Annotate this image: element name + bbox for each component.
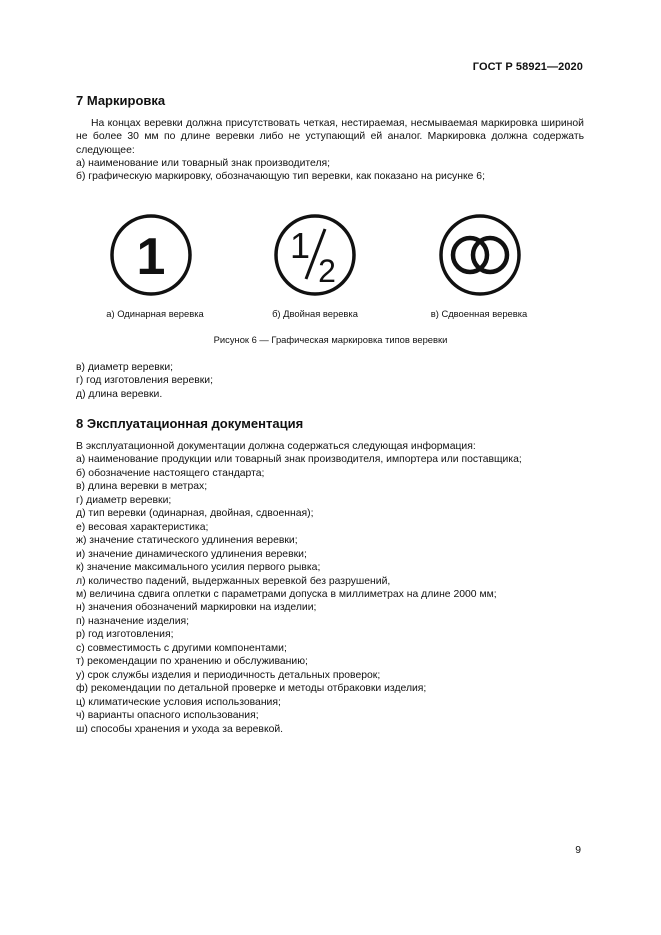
figure-label-b: б) Двойная веревка <box>272 308 358 319</box>
list-item: ж) значение статического удлинения веревки; <box>76 535 298 547</box>
figure-double-rope-symbol <box>273 213 357 297</box>
figure-label-c: в) Сдвоенная веревка <box>430 308 528 319</box>
list-item: в) длина веревки в метрах; <box>76 481 208 493</box>
list-item: л) количество падений, выдержанных веревкой без разрушений, <box>76 575 391 587</box>
figure-caption: Рисунок 6 — Графическая маркировка типов веревки <box>213 334 448 345</box>
list-item: ч) варианты опасного использования; <box>76 710 259 722</box>
section-8-list <box>76 440 586 736</box>
twin-ring-right <box>473 238 507 272</box>
list-item: ц) климатические условия использования; <box>76 696 281 708</box>
list-item: а) наименование продукции или товарный знак производителя, импортера или поставщика; <box>76 454 522 466</box>
section-8-heading: 8 Эксплуатационная документация <box>76 416 304 431</box>
list-item: п) назначение изделия; <box>76 615 190 627</box>
list-item: е) весовая характеристика; <box>76 521 209 533</box>
figure-label-a: а) Одинарная веревка <box>106 308 204 319</box>
list-item: с) совместимость с другими компонентами; <box>76 642 287 654</box>
list-item: в) диаметр веревки; <box>76 362 174 373</box>
list-item: д) длина веревки. <box>76 388 163 400</box>
list-item: р) год изготовления; <box>76 629 174 641</box>
list-item: ф) рекомендации по детальной проверке и методы отбраковки изделия; <box>76 683 427 695</box>
list-item: д) тип веревки (одинарная, двойная, сдвоенная); <box>76 508 314 520</box>
list-item: б) обозначение настоящего стандарта; <box>76 467 265 479</box>
list-item: н) значения обозначений маркировки на изделии; <box>76 602 317 614</box>
list-item: г) год изготовления веревки; <box>76 375 213 387</box>
section-7-intro-text: На концах веревки должна присутствовать четкая, нестираемая, несмываемая маркировка шириной не более 30 мм по длине веревки либо не уступающий ей аналог. Маркировка должна содержать следующее: <box>76 118 584 156</box>
double-rope-numerator: 1 <box>289 225 311 266</box>
single-rope-glyph: 1 <box>136 228 166 286</box>
section-7-list-after <box>76 361 586 401</box>
section-7-intro <box>76 117 584 157</box>
list-item: т) рекомендации по хранению и обслуживанию; <box>76 656 308 668</box>
section-7-heading: 7 Маркировка <box>76 93 166 108</box>
section-7-list-before <box>76 157 586 184</box>
list-item: к) значение максимального усилия первого рывка; <box>76 562 321 574</box>
list-item: ш) способы хранения и ухода за веревкой. <box>76 723 284 735</box>
list-item: а) наименование или товарный знак производителя; <box>76 158 331 169</box>
list-item: В эксплуатационной документации должна содержаться следующая информация: <box>76 441 476 452</box>
page-number: 9 <box>575 845 581 856</box>
double-rope-denominator: 2 <box>318 253 336 289</box>
list-item: у) срок службы изделия и периодичность детальных проверок; <box>76 669 381 681</box>
list-item: г) диаметр веревки; <box>76 494 172 506</box>
list-item: м) величина сдвига оплетки с параметрами допуска в миллиметрах на длине 2000 мм; <box>76 588 497 600</box>
figure-twin-rope-symbol <box>438 213 522 297</box>
list-item: и) значение динамического удлинения веревки; <box>76 548 307 560</box>
figure-single-rope-symbol <box>109 213 193 297</box>
twin-ring-left <box>453 238 487 272</box>
list-item: б) графическую маркировку, обозначающую тип веревки, как показано на рисунке 6; <box>76 171 485 183</box>
standard-code: ГОСТ Р 58921—2020 <box>472 61 583 73</box>
